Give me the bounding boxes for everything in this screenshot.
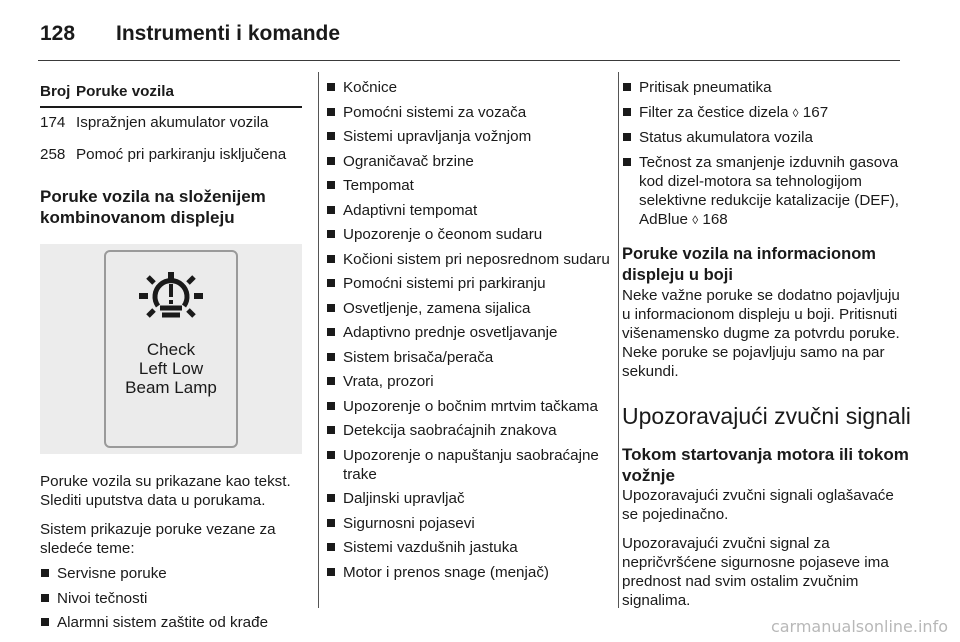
table-header-row	[40, 72, 302, 107]
messages-table	[40, 72, 302, 172]
page-ref-link[interactable]: 168	[702, 210, 728, 228]
display-message-box	[104, 250, 238, 448]
col-number-header: Broj	[40, 83, 71, 100]
display-figure	[40, 244, 302, 454]
table-cell-number: 174	[40, 114, 66, 131]
page-ref-icon: ◊	[792, 105, 799, 120]
list-item: Kočioni sistem pri neposrednom sudaru	[326, 250, 614, 269]
paragraph: Poruke vozila su prikazane kao tekst. Slediti uputstva data u porukama.	[40, 473, 291, 509]
display-message-text: Check Left Low Beam Lamp	[125, 340, 217, 397]
lamp-warning-icon	[138, 268, 204, 326]
list-item: Tempomat	[326, 176, 614, 195]
topics-list	[40, 564, 305, 632]
list-item: Status akumulatora vozila	[622, 128, 912, 147]
list-item: Servisne poruke	[40, 564, 305, 583]
list-item: Sistemi vazdušnih jastuka	[326, 538, 614, 557]
complex-display-heading: Poruke vozila na složenijem kombinovanom displeju	[40, 187, 266, 227]
list-item: Pritisak pneumatika	[622, 78, 912, 97]
list-item: Sistem brisača/perača	[326, 348, 614, 367]
list-item: Pomoćni sistemi pri parkiranju	[326, 274, 614, 293]
list-item: Upozorenje o bočnim mrtvim tačkama	[326, 397, 614, 416]
list-item: Upozorenje o čeonom sudaru	[326, 225, 614, 244]
table-cell-number: 258	[40, 146, 66, 163]
list-item: Kočnice	[326, 78, 614, 97]
column-divider	[618, 72, 619, 608]
page-ref-icon: ◊	[692, 212, 699, 227]
table-row	[40, 140, 302, 172]
page-number: 128	[40, 22, 76, 45]
list-item: Adaptivno prednje osvetljavanje	[326, 323, 614, 342]
list-item: Filter za čestice dizela ◊ 167	[622, 103, 912, 123]
list-item: Upozorenje o napuštanju saobraćajne trake	[326, 446, 614, 484]
list-item: Nivoi tečnosti	[40, 589, 305, 608]
table-cell-message: Pomoć pri parkiranju isključena	[76, 146, 287, 163]
page-ref-link[interactable]: 167	[802, 103, 829, 121]
column-1	[40, 72, 305, 638]
info-display-heading: Poruke vozila na informacionom displeju u boji	[622, 244, 876, 284]
paragraph: Upozoravajući zvučni signal za nepričvršćene sigurnosne pojaseve ima prednost nad svim ostalim zvučnim signalima.	[622, 534, 889, 609]
paragraph: Sistem prikazuje poruke vezane za sledeće teme:	[40, 521, 276, 557]
list-item: Daljinski upravljač	[326, 489, 614, 508]
list-item: Pomoćni sistemi za vozača	[326, 103, 614, 122]
table-cell-message: Ispražnjen akumulator vozila	[76, 114, 269, 131]
list-item: Sistemi upravljanja vožnjom	[326, 127, 614, 146]
col-message-header: Poruke vozila	[76, 83, 174, 100]
list-item: Detekcija saobraćajnih znakova	[326, 421, 614, 440]
paragraph: Neke važne poruke se dodatno pojavljuju u informacionom displeju u boji. Pritisnuti višenamensko dugme za potvrdu poruke. Neke poruke se pojavljuju samo na par sekundi.	[622, 286, 900, 380]
sub-heading: Tokom startovanja motora ili tokom vožnje	[622, 444, 909, 485]
column-divider	[318, 72, 319, 608]
topics-list	[622, 78, 912, 230]
list-item: Tečnost za smanjenje izduvnih gasova kod dizel-motora sa tehnologijom selektivne redukcije katalizacije (DEF), AdBlue ◊ 168	[622, 153, 912, 230]
topics-list	[326, 78, 614, 582]
paragraph: Upozoravajući zvučni signali oglašavaće se pojedinačno.	[622, 486, 894, 523]
table-row	[40, 107, 302, 140]
section-title: Upozoravajući zvučni signali	[622, 402, 911, 429]
page-title: Instrumenti i komande	[116, 22, 341, 45]
list-item: Vrata, prozori	[326, 372, 614, 391]
page-header	[40, 14, 920, 54]
header-rule	[38, 60, 900, 61]
list-item: Osvetljenje, zamena sijalica	[326, 299, 614, 318]
list-item: Adaptivni tempomat	[326, 201, 614, 220]
list-item: Motor i prenos snage (menjač)	[326, 563, 614, 582]
list-item: Sigurnosni pojasevi	[326, 514, 614, 533]
list-item: Ograničavač brzine	[326, 152, 614, 171]
column-2	[326, 72, 614, 587]
watermark: carmanualsonline.info	[770, 617, 948, 636]
list-item: Alarmni sistem zaštite od krađe	[40, 613, 305, 632]
column-3	[622, 72, 912, 610]
